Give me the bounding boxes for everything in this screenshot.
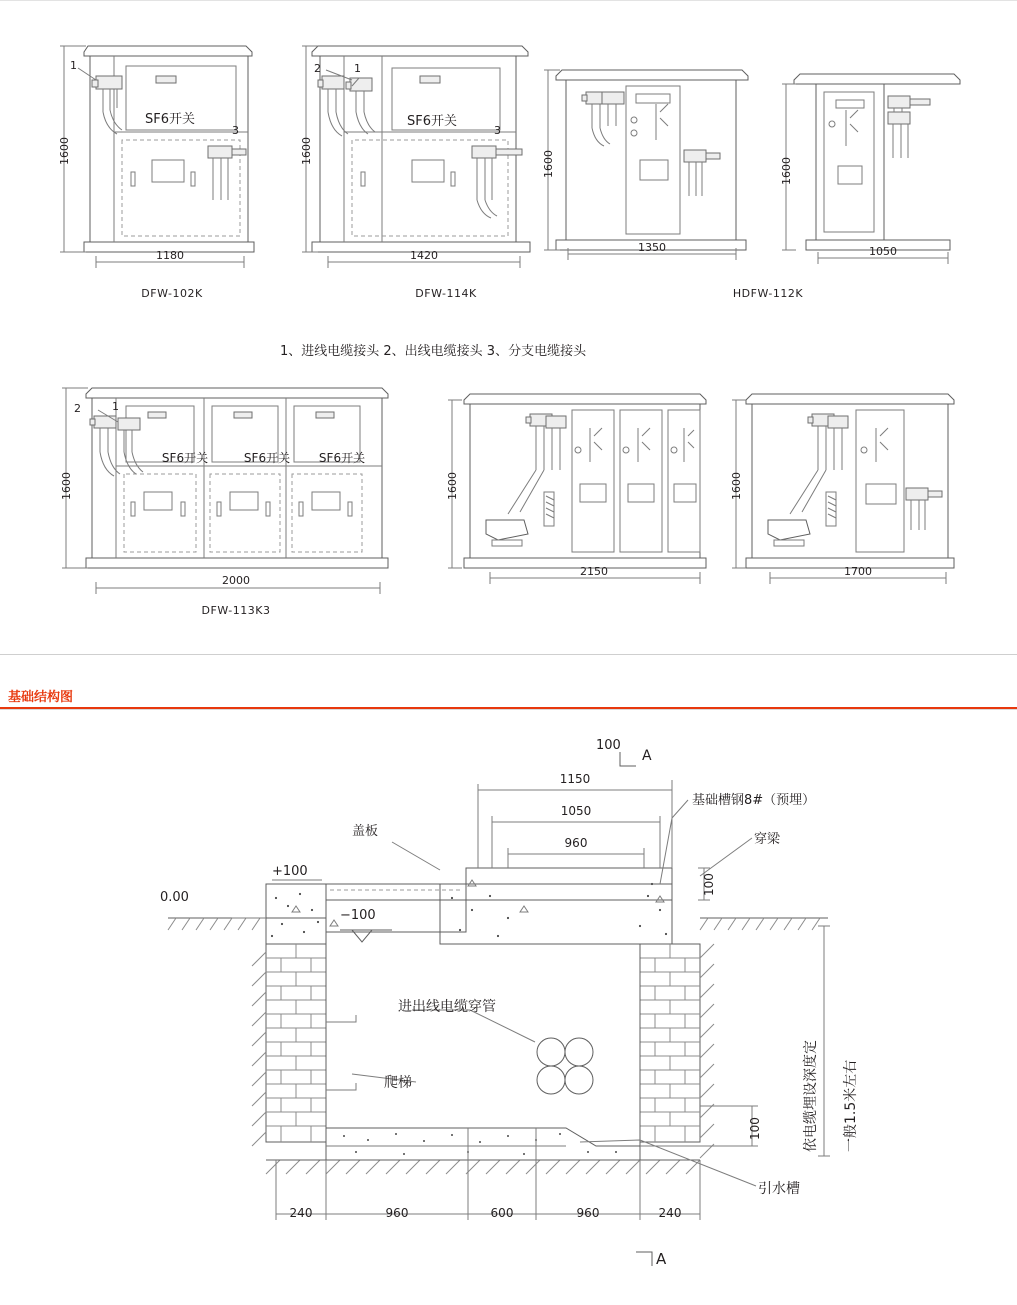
dim-width-114k: 1420 [410,249,438,262]
section-divider [0,654,1017,655]
dim-100-channel: 100 [702,873,716,896]
dim-960-left: 960 [385,1206,409,1220]
dim-height-2150: 1600 [446,472,459,500]
caption-102k: DFW-102K [141,287,203,300]
dim-960-top: 960 [564,836,588,850]
unit-dfw-113k3 [62,388,388,594]
foundation-drawing [168,752,830,1266]
dim-1050: 1050 [560,804,592,818]
caption-113k3: DFW-113K3 [201,604,271,617]
sf6-label-102k: SF6开关 [144,112,196,127]
dim-width-113k3: 2000 [222,574,250,587]
label-channel-steel: 基础槽钢8#（预埋） [692,793,816,808]
sf6-label-113k3-c: SF6开关 [318,451,366,465]
unit-1700 [732,394,954,584]
section-letter-bottom: A [656,1250,667,1268]
sf6-label-113k3-a: SF6开关 [161,451,209,465]
dim-height-114k: 1600 [300,137,313,165]
dim-width-102k: 1180 [156,249,184,262]
callout-2-113k3: 2 [74,402,81,415]
dim-width-1350: 1350 [638,241,666,254]
dim-1150: 1150 [559,772,591,786]
label-cover-plate: 盖板 [352,824,379,839]
dim-width-hdfw112k: 1050 [869,245,897,258]
dim-240-right: 240 [658,1206,682,1220]
unit-dfw-102k [60,46,254,268]
dim-width-2150: 2150 [580,565,608,578]
label-cable-conduit: 进出线电缆穿管 [398,999,496,1015]
section-letter-top: A [642,748,652,764]
callout-1-114k: 1 [354,62,361,75]
label-ground-level: 0.00 [160,890,189,905]
sf6-label-114k: SF6开关 [406,114,458,129]
dim-600: 600 [490,1206,514,1220]
label-minus-100: −100 [340,908,376,923]
section-title-foundation: 基础结构图 [8,690,74,705]
label-plus-100: +100 [272,864,308,879]
dim-960-right: 960 [576,1206,600,1220]
label-drain: 引水槽 [758,1181,800,1197]
dim-height-113k3: 1600 [60,472,73,500]
callout-3-102k: 3 [232,124,239,137]
dim-height-1700: 1600 [730,472,743,500]
unit-2150 [448,394,706,584]
dim-100-slab: 100 [748,1117,762,1140]
section-mark-top-label: 100 [596,738,621,753]
unit-dfw-114k [302,46,530,268]
callout-1-102k: 1 [70,59,77,72]
label-depth-note-1: 依电缆埋设深度定 [803,1040,819,1152]
sf6-label-113k3-b: SF6开关 [243,451,291,465]
dim-height-1350: 1600 [542,150,555,178]
label-beam: 穿梁 [754,832,781,847]
dim-width-1700: 1700 [844,565,872,578]
unit-hdfw-112k [782,74,960,264]
caption-114k: DFW-114K [415,287,477,300]
label-depth-note-2: 一般1.5米左右 [843,1059,859,1152]
caption-hdfw112k: HDFW-112K [732,287,804,300]
section-divider-2 [0,709,1017,710]
dim-240-left: 240 [289,1206,313,1220]
unit-1350 [544,70,748,260]
dim-height-hdfw112k: 1600 [780,157,793,185]
callout-2-114k: 2 [314,62,321,75]
label-ladder: 爬梯 [384,1075,412,1091]
legend-note: 1、进线电缆接头 2、出线电缆接头 3、分支电缆接头 [280,344,587,359]
dim-height-102k: 1600 [58,137,71,165]
callout-1-113k3: 1 [112,400,119,413]
callout-3-114k: 3 [494,124,501,137]
